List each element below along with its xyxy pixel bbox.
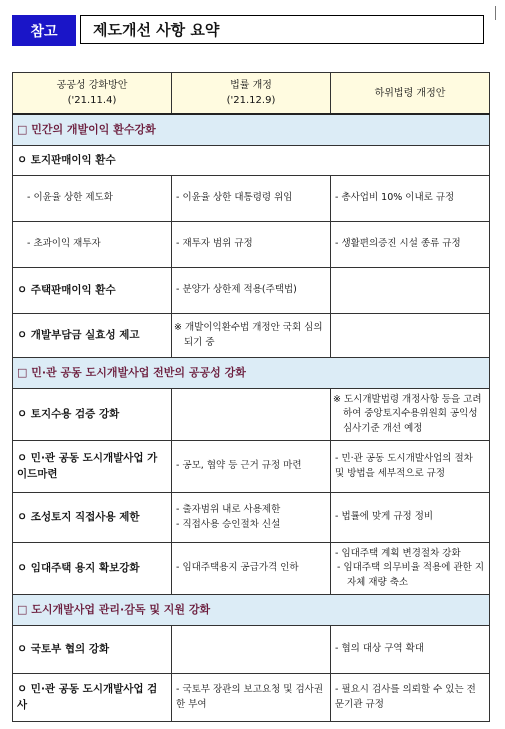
column-header-policy: [13, 73, 172, 115]
column-header-law: [172, 73, 331, 115]
column-header-policy-date: ('21.11.4): [67, 95, 117, 106]
row-law-cell: [172, 626, 331, 674]
table-row: [13, 176, 490, 222]
row-subordinate-cell: - 생활편의증진 시설 종류 규정: [331, 222, 490, 268]
reference-badge: 참고: [12, 15, 76, 46]
row-subordinate-cell: - 법률에 맞게 규정 정비: [331, 493, 490, 543]
row-law-cell: [172, 389, 331, 441]
row-subordinate-cell: [331, 543, 490, 595]
page-corner-mark: [495, 6, 496, 20]
column-header-subordinate-title: 하위법령 개정안: [374, 87, 446, 99]
row-item-title: - 이윤율 상한 제도화: [13, 176, 172, 222]
table-row: [13, 389, 490, 441]
row-item-title: ㅇ 주택판매이익 환수: [13, 268, 172, 314]
column-header-law-date: ('21.12.9): [226, 95, 276, 106]
table-row: [13, 146, 490, 176]
row-item-title: - 초과이익 재투자: [13, 222, 172, 268]
section-title: □ 민·관 공동 도시개발사업 전반의 공공성 강화: [13, 358, 490, 389]
row-subordinate-cell: [331, 268, 490, 314]
row-subordinate-cell: - 총사업비 10% 이내로 규정: [331, 176, 490, 222]
row-law-cell: [172, 493, 331, 543]
row-item-title: ㅇ 조성토지 직접사용 제한: [13, 493, 172, 543]
row-item-title: ㅇ 개발부담금 실효성 제고: [13, 314, 172, 358]
row-item-title: ㅇ 토지수용 검증 강화: [13, 389, 172, 441]
row-item-title: ㅇ 민·관 공동 도시개발사업 검사: [13, 674, 172, 722]
row-law-cell: - 국토부 장관의 보고요청 및 검사권한 부여: [172, 674, 331, 722]
table-row: [13, 222, 490, 268]
section-title: □ 도시개발사업 관리·감독 및 지원 강화: [13, 595, 490, 626]
row-subordinate-line: - 임대주택 의무비율 적용에 관한 지자체 재량 축소: [337, 562, 485, 588]
row-subordinate-line: - 임대주택 계획 변경절차 강화: [335, 548, 461, 560]
row-subordinate-cell: - 필요시 검사를 의뢰할 수 있는 전문기관 규정: [331, 674, 490, 722]
summary-table: [12, 72, 490, 722]
row-law-line: - 직접사용 승인절차 신설: [176, 518, 281, 530]
row-item-title: ㅇ 국토부 협의 강화: [13, 626, 172, 674]
table-row: [13, 441, 490, 493]
section-title: □ 민간의 개발이익 환수강화: [13, 114, 490, 146]
table-row: [13, 626, 490, 674]
section-row: [13, 358, 490, 389]
row-law-line: - 출자범위 내로 사용제한: [176, 504, 281, 516]
row-item-title: ㅇ 민·관 공동 도시개발사업 가이드마련: [13, 441, 172, 493]
column-header-policy-title: 공공성 강화방안: [56, 80, 128, 91]
section-row: [13, 595, 490, 626]
page-title: 제도개선 사항 요약: [80, 15, 484, 44]
row-subordinate-cell: - 민·관 공동 도시개발사업의 절차 및 방법을 세부적으로 규정: [331, 441, 490, 493]
table-row: [13, 493, 490, 543]
row-law-cell: - 이윤율 상한 대통령령 위임: [172, 176, 331, 222]
section-row: [13, 114, 490, 146]
table-row: [13, 268, 490, 314]
row-item-title: ㅇ 토지판매이익 환수: [13, 146, 490, 176]
column-header-subordinate: [331, 73, 490, 115]
column-header-law-title: 법률 개정: [230, 80, 272, 91]
row-law-cell: - 공모, 협약 등 근거 규정 마련: [172, 441, 331, 493]
table-header-row: [13, 73, 490, 115]
row-law-cell: - 임대주택용지 공급가격 인하: [172, 543, 331, 595]
row-item-title: ㅇ 임대주택 용지 확보강화: [13, 543, 172, 595]
row-law-cell: ※ 개발이익환수법 개정안 국회 심의되기 중: [172, 314, 331, 358]
row-law-cell: - 재투자 범위 규정: [172, 222, 331, 268]
table-row: [13, 543, 490, 595]
row-subordinate-cell: - 협의 대상 구역 확대: [331, 626, 490, 674]
table-row: [13, 674, 490, 722]
row-subordinate-cell: [331, 314, 490, 358]
row-subordinate-cell: ※ 도시개발법령 개정사항 등을 고려하여 중앙토지수용위원회 공익성 심사기준 개선 예정: [331, 389, 490, 441]
row-law-cell: - 분양가 상한제 적용(주택법): [172, 268, 331, 314]
table-row: [13, 314, 490, 358]
